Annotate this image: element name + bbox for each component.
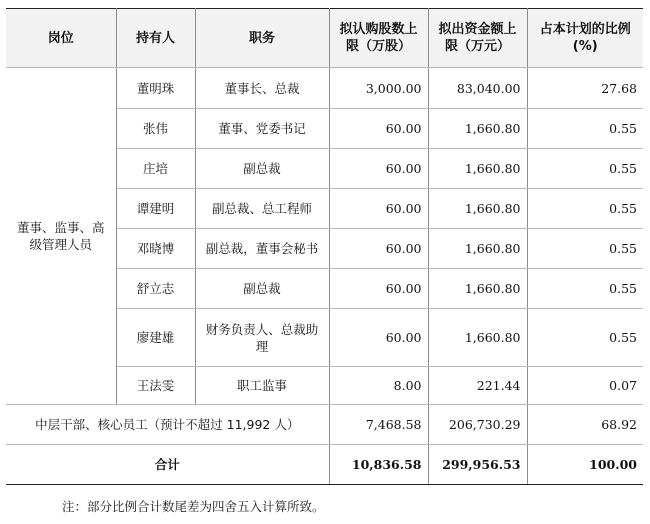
table-header-row: [6, 9, 643, 68]
cell-title: 董事、党委书记: [195, 109, 329, 149]
cell-title: 副总裁: [195, 149, 329, 189]
header-shares: 拟认购股数上限（万股）: [329, 9, 428, 68]
cell-ratio: 0.55: [527, 109, 643, 149]
cell-holder: 王法雯: [116, 367, 195, 405]
middle-staff-ratio: 68.92: [527, 405, 643, 445]
cell-title: 财务负责人、总裁助理: [195, 309, 329, 367]
middle-staff-funds: 206,730.29: [428, 405, 527, 445]
total-ratio: 100.00: [527, 445, 643, 485]
table-row: [6, 68, 643, 109]
middle-staff-label: 中层干部、核心员工（预计不超过 11,992 人）: [6, 405, 329, 445]
header-holder: 持有人: [116, 9, 195, 68]
middle-staff-row: [6, 405, 643, 445]
header-title: 职务: [195, 9, 329, 68]
header-funds: 拟出资金额上限（万元）: [428, 9, 527, 68]
cell-funds: 1,660.80: [428, 109, 527, 149]
cell-shares: 60.00: [329, 109, 428, 149]
cell-title: 副总裁: [195, 269, 329, 309]
cell-shares: 60.00: [329, 309, 428, 367]
total-row: [6, 445, 643, 485]
cell-shares: 3,000.00: [329, 68, 428, 109]
cell-ratio: 0.55: [527, 149, 643, 189]
cell-funds: 83,040.00: [428, 68, 527, 109]
cell-holder: 邓晓博: [116, 229, 195, 269]
cell-funds: 1,660.80: [428, 309, 527, 367]
cell-ratio: 0.07: [527, 367, 643, 405]
header-ratio-line1: 占本计划的比例: [539, 22, 631, 37]
cell-ratio: 0.55: [527, 269, 643, 309]
header-ratio: [527, 9, 643, 68]
cell-ratio: 27.68: [527, 68, 643, 109]
cell-funds: 1,660.80: [428, 269, 527, 309]
cell-holder: 庄培: [116, 149, 195, 189]
total-label: 合计: [6, 445, 329, 485]
cell-holder: 谭建明: [116, 189, 195, 229]
cell-holder: 廖建雄: [116, 309, 195, 367]
cell-ratio: 0.55: [527, 189, 643, 229]
cell-title: 副总裁、总工程师: [195, 189, 329, 229]
cell-title: 董事长、总裁: [195, 68, 329, 109]
cell-ratio: 0.55: [527, 309, 643, 367]
total-shares: 10,836.58: [329, 445, 428, 485]
total-funds: 299,956.53: [428, 445, 527, 485]
cell-shares: 8.00: [329, 367, 428, 405]
cell-shares: 60.00: [329, 229, 428, 269]
cell-shares: 60.00: [329, 149, 428, 189]
middle-staff-shares: 7,468.58: [329, 405, 428, 445]
header-ratio-line2: (%): [572, 39, 598, 54]
cell-holder: 舒立志: [116, 269, 195, 309]
cell-title: 职工监事: [195, 367, 329, 405]
equity-plan-table: [6, 8, 643, 485]
group-label: 董事、监事、高级管理人员: [6, 68, 116, 405]
footnote: 注：部分比例合计数尾差为四舍五入计算所致。: [62, 499, 325, 514]
cell-title: 副总裁，董事会秘书: [195, 229, 329, 269]
header-position: 岗位: [6, 9, 116, 68]
cell-holder: 董明珠: [116, 68, 195, 109]
cell-funds: 1,660.80: [428, 229, 527, 269]
cell-funds: 221.44: [428, 367, 527, 405]
cell-shares: 60.00: [329, 189, 428, 229]
cell-funds: 1,660.80: [428, 189, 527, 229]
cell-funds: 1,660.80: [428, 149, 527, 189]
cell-holder: 张伟: [116, 109, 195, 149]
cell-shares: 60.00: [329, 269, 428, 309]
cell-ratio: 0.55: [527, 229, 643, 269]
